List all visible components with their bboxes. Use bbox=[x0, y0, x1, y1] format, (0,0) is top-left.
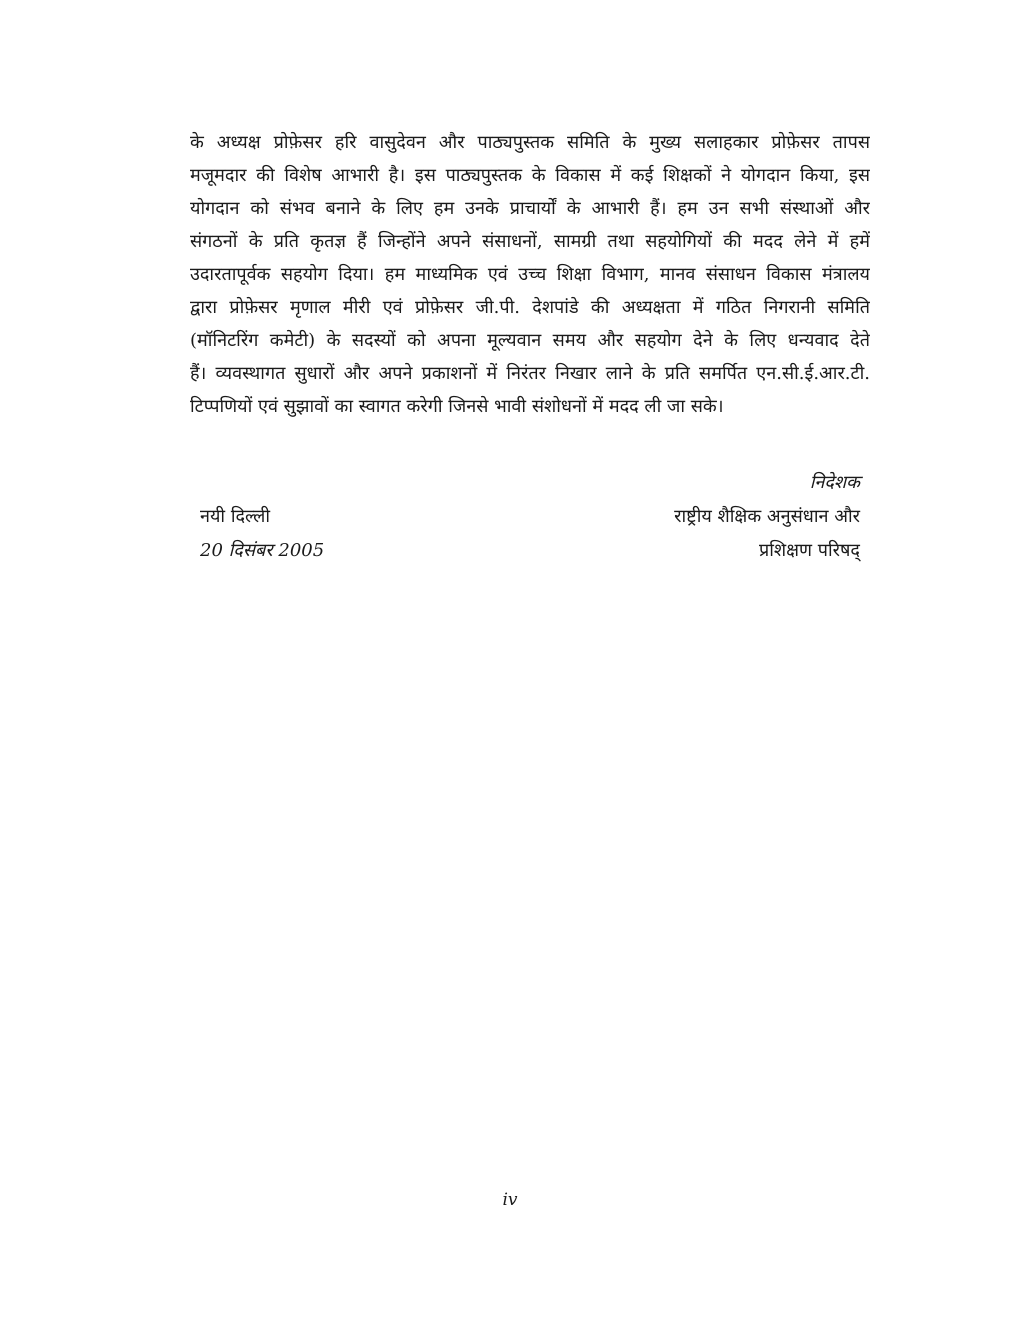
paragraph-line: टिप्पणियों एवं सुझावों का स्वागत करेगी जिनसे भावी संशोधनों में मदद ली जा सके। bbox=[190, 396, 724, 417]
date-text: 20 दिसंबर 2005 bbox=[200, 540, 325, 561]
paragraph-line: मजूमदार की विशेष आभारी है। इस पाठ्यपुस्तक के विकास में कई शिक्षकों ने योगदान किया, इस bbox=[190, 165, 870, 186]
paragraph-line: संगठनों के प्रति कृतज्ञ हैं जिन्होंने अपने संसाधनों, सामग्री तथा सहयोगियों की मदद लेने में हमें bbox=[190, 231, 870, 252]
signatory-block bbox=[480, 466, 860, 568]
place-text: नयी दिल्ली bbox=[200, 506, 271, 527]
paragraph-line: के अध्यक्ष प्रोफ़ेसर हरि वासुदेवन और पाठ्यपुस्तक समिति के मुख्य सलाहकार प्रोफ़ेसर तापस bbox=[190, 132, 870, 153]
paragraph-line: (मॉनिटरिंग कमेटी) के सदस्यों को अपना मूल्यवान समय और सहयोग देने के लिए धन्यवाद देते bbox=[190, 330, 870, 351]
paragraph-line: द्वारा प्रोफ़ेसर मृणाल मीरी एवं प्रोफ़ेसर जी.पी. देशपांडे की अध्यक्षता में गठित निगरानी समिति bbox=[190, 297, 870, 318]
designation-text: निदेशक bbox=[809, 472, 860, 493]
organization-line-2: प्रशिक्षण परिषद् bbox=[759, 540, 860, 561]
paragraph-line: उदारतापूर्वक सहयोग दिया। हम माध्यमिक एवं उच्च शिक्षा विभाग, मानव संसाधन विकास मंत्रालय bbox=[190, 264, 870, 285]
organization-line-1: राष्ट्रीय शैक्षिक अनुसंधान और bbox=[674, 506, 860, 527]
place-date-block bbox=[200, 500, 500, 568]
paragraph-line: योगदान को संभव बनाने के लिए हम उनके प्राचार्यों के आभारी हैं। हम उन सभी संस्थाओं और bbox=[190, 198, 870, 219]
page-number: iv bbox=[502, 1190, 518, 1210]
paragraph-line: हैं। व्यवस्थागत सुधारों और अपने प्रकाशनों में निरंतर निखार लाने के प्रति समर्पित एन.सी.ई.आर.टी. bbox=[190, 363, 870, 384]
acknowledgement-paragraph bbox=[190, 126, 870, 423]
